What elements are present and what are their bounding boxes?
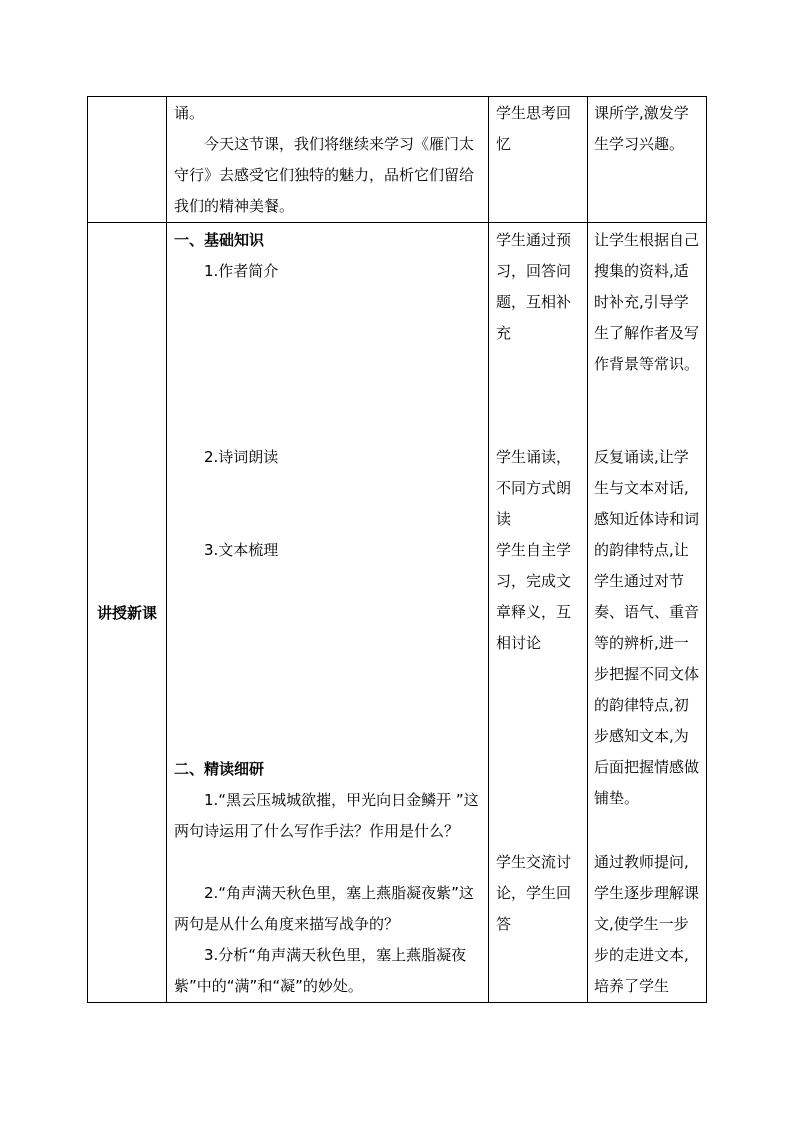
student-activity-3: 学生自主学习，完成文章释义，互相讨论 (496, 541, 572, 652)
design-intent-cell (588, 223, 707, 1003)
question-3: 3.分析“角声满天秋色里，塞上燕脂凝夜紫”中的“满”和“凝”的妙处。 (174, 946, 467, 995)
content-paragraph-intro: 今天这节课，我们将继续来学习《雁门太守行》去感受它们独特的魅力，品析它们留给我们的精神美餐。 (174, 135, 475, 215)
question-1: 1.“黑云压城城欲摧，甲光向日金鳞开 ”这两句诗运用了什么写作手法？作用是什么？ (174, 791, 479, 840)
design-intent-2: 反复诵读,让学生与文本对话,感知近体诗和词的韵律特点,让学生通过对节奏、语气、重音等的辨析,进一步把握不同文体的韵律特点,初步感知文本,为后面把握情感做铺垫。 (594, 448, 700, 807)
design-intent-cell (588, 97, 707, 223)
student-activity-2: 学生诵读，不同方式朗读 (496, 448, 572, 528)
design-intent-text: 课所学,激发学生学习兴趣。 (594, 104, 689, 153)
row-label-cell (88, 223, 167, 1003)
content-cell (167, 97, 489, 223)
row-label: 讲授新课 (96, 604, 157, 622)
table-row-intro (88, 97, 707, 223)
content-line-1: 诵。 (174, 104, 205, 122)
item-text-sorting: 3.文本梳理 (204, 541, 279, 559)
content-cell (167, 223, 489, 1003)
table-row-new-lesson (88, 223, 707, 1003)
student-activity-cell (489, 223, 588, 1003)
design-intent-3: 通过教师提问,学生逐步理解课文,使学生一步步的走进文本,培养了学生 (594, 853, 700, 995)
design-intent-1: 让学生根据自己搜集的资料,适时补充,引导学生了解作者及写作背景等常识。 (594, 231, 700, 373)
row-label-cell (88, 97, 167, 223)
student-activity-text: 学生思考回忆 (496, 104, 572, 153)
question-2: 2.“角声满天秋色里，塞上燕脂凝夜紫”这两句是从什么角度来描写战争的？ (174, 884, 474, 933)
section-title-close-reading: 二、精读细研 (174, 760, 265, 778)
lesson-plan-table (87, 96, 707, 1003)
item-author-intro: 1.作者简介 (204, 262, 279, 280)
item-poem-reading: 2.诗词朗读 (204, 448, 279, 466)
student-activity-1: 学生通过预习，回答问题，互相补充 (496, 231, 572, 342)
student-activity-cell (489, 97, 588, 223)
section-title-basics: 一、基础知识 (174, 231, 265, 249)
student-activity-4: 学生交流讨论，学生回答 (496, 853, 572, 933)
